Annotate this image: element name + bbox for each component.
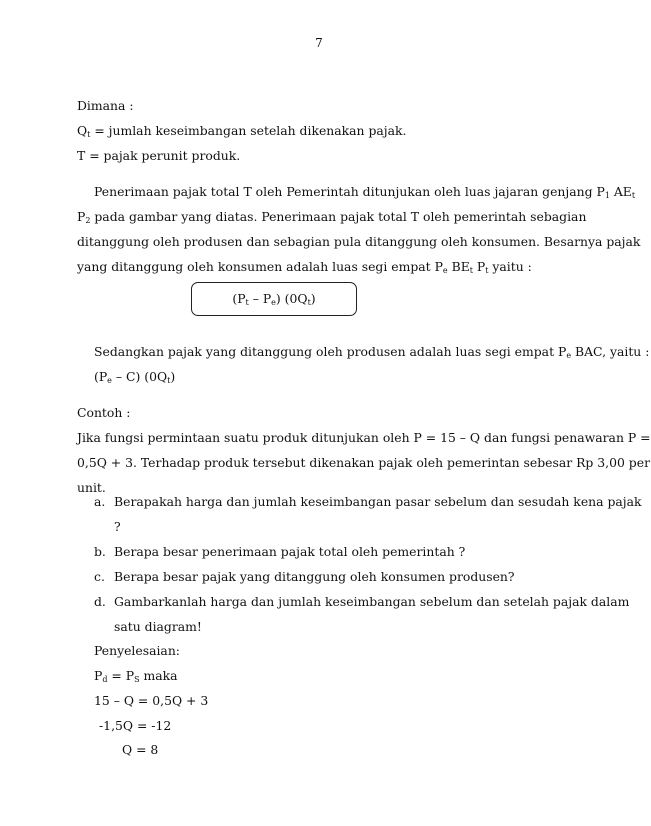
paragraph2-formula: $(P_e - C)$ $(0Q_t)$ — [94, 369, 176, 385]
t-definition: T = pajak perunit produk. — [77, 148, 241, 163]
question-marker: a. — [94, 494, 106, 509]
paragraph1-line1: Penerimaan pajak total T oleh Pemerintah ditunjukan oleh luas jajaran genjang $P_1$ $AE_t$ — [94, 184, 636, 200]
question-text: Berapakah harga dan jumlah keseimbangan pasar sebelum dan sesudah kena pajak — [114, 494, 642, 509]
question-text: Berapa besar pajak yang ditanggung oleh konsumen produsen? — [114, 569, 515, 584]
solution-eq1: $P_d = P_S$ maka — [94, 668, 178, 684]
page-number: 7 — [315, 36, 323, 50]
paragraph1-line4: yang ditanggung oleh konsumen adalah luas segi empat $P_e$ $BE_t$ $P_t$ yaitu : — [77, 259, 532, 275]
paragraph2-line1: Sedangkan pajak yang ditanggung oleh produsen adalah luas segi empat $P_e$ BAC, yaitu : — [94, 344, 650, 360]
contoh-heading: Contoh : — [77, 405, 131, 420]
contoh-line1: Jika fungsi permintaan suatu produk ditunjukan oleh P = 15 – Q dan fungsi penawaran P = — [77, 430, 651, 445]
paragraph1-line2: $P_2$ pada gambar yang diatas. Penerimaan pajak total T oleh pemerintah sebagian — [77, 209, 587, 225]
formula-box: $(P_t - P_e)$ $(0Q_t)$ — [191, 282, 357, 316]
solution-eq4: Q = 8 — [122, 742, 159, 757]
question-a-line2: ? — [114, 519, 121, 534]
question-text: Gambarkanlah harga dan jumlah keseimbangan sebelum dan setelah pajak dalam — [114, 594, 630, 609]
paragraph1-line3: ditanggung oleh produsen dan sebagian pula ditanggung oleh konsumen. Besarnya pajak — [77, 234, 641, 249]
solution-eq3: -1,5Q = -12 — [99, 718, 172, 733]
solution-eq2: 15 – Q = 0,5Q + 3 — [94, 693, 209, 708]
question-text: Berapa besar penerimaan pajak total oleh pemerintah ? — [114, 544, 466, 559]
question-marker: c. — [94, 569, 105, 584]
solution-heading: Penyelesaian: — [94, 643, 180, 658]
question-marker: d. — [94, 594, 106, 609]
contoh-line2: 0,5Q + 3. Terhadap produk tersebut dikenakan pajak oleh pemerintan sebesar Rp 3,00 per — [77, 455, 650, 470]
question-d-line2: satu diagram! — [114, 619, 202, 634]
qt-definition: $Q_t$ = jumlah keseimbangan setelah dikenakan pajak. — [77, 123, 407, 139]
question-marker: b. — [94, 544, 106, 559]
contoh-line3: unit. — [77, 480, 106, 495]
dimana-heading: Dimana : — [77, 98, 134, 113]
